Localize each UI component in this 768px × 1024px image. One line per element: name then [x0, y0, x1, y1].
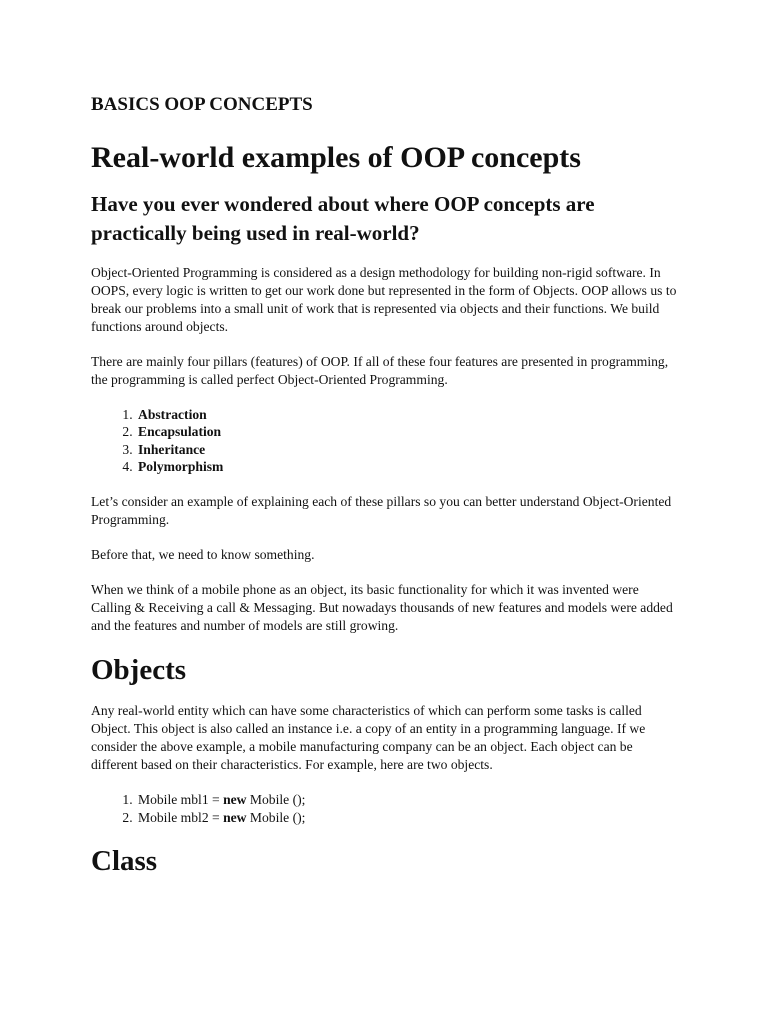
document-label: BASICS OOP CONCEPTS: [91, 94, 313, 115]
before-that-paragraph: Before that, we need to know something.: [91, 546, 315, 562]
code-suffix: Mobile ();: [246, 809, 306, 825]
page-title: Real-world examples of OOP concepts: [91, 140, 581, 174]
page-subtitle: Have you ever wondered about where OOP concepts are practically being used in real-world?: [91, 192, 595, 245]
code-prefix: Mobile mbl1 =: [138, 792, 224, 808]
new-keyword: new: [223, 809, 247, 825]
class-heading: Class: [91, 845, 158, 878]
mobile-phone-paragraph: When we think of a mobile phone as an object, its basic functionality for which it was invented were Calling & Receiving a call & Messaging. But nowadays thousands of new features and models were added and the features and number of models are still growing.: [91, 581, 673, 633]
objects-example-list: [91, 791, 678, 826]
code-prefix: Mobile mbl2 =: [138, 809, 224, 825]
intro-paragraph: Object-Oriented Programming is considered as a design methodology for building non-rigid software. In OOPS, every logic is written to get our work done but represented in the form of Objects. OOP allows us to break our problems into a small unit of work that is represented via objects and their functions. We build functions around objects.: [91, 264, 677, 334]
pillars-intro-paragraph: There are mainly four pillars (features) of OOP. If all of these four features are presented in programming, the programming is called perfect Object-Oriented Programming.: [91, 353, 669, 387]
list-item: [136, 791, 678, 809]
example-intro-paragraph: Let’s consider an example of explaining each of these pillars so you can better understand Object-Oriented Programming.: [91, 493, 672, 527]
pillars-list: [91, 406, 678, 476]
new-keyword: new: [223, 792, 247, 808]
list-item: 1. Abstraction: [136, 406, 678, 424]
objects-heading: Objects: [91, 653, 187, 686]
list-item: 4. Polymorphism: [136, 458, 678, 476]
list-item: 2. Encapsulation: [136, 423, 678, 441]
objects-paragraph: Any real-world entity which can have some characteristics of which can perform some tasks is called Object. This object is also called an instance i.e. a copy of an entity in a programming language. If we consider the above example, a mobile manufacturing company can be an object. Each object can be different based on their characteristics. For example, here are two objects.: [91, 703, 646, 773]
list-item: [136, 809, 678, 827]
list-item: 3. Inheritance: [136, 441, 678, 459]
code-suffix: Mobile ();: [246, 792, 306, 808]
